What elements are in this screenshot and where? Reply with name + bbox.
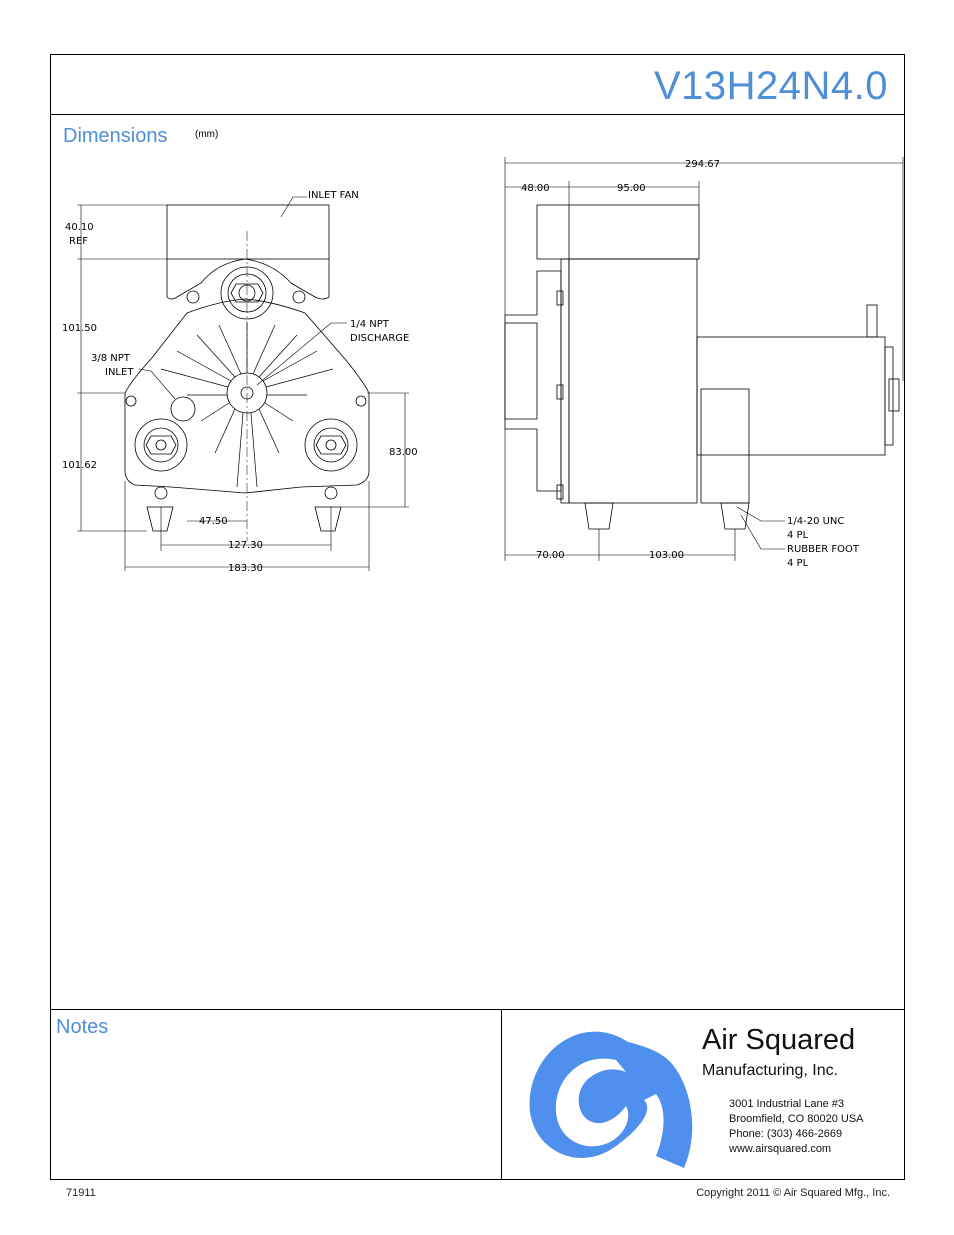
label-npt-discharge-1: 1/4 NPT <box>350 319 389 330</box>
side-bolt-1 <box>557 291 563 305</box>
label-dim-127-30: 127.30 <box>228 540 263 551</box>
lower-right-port-outer <box>305 419 357 471</box>
company-subtitle: Manufacturing, Inc. <box>702 1062 839 1079</box>
label-ref: REF <box>69 236 89 247</box>
company-website: www.airsquared.com <box>729 1143 832 1155</box>
label-unc-1: 1/4-20 UNC <box>787 516 845 527</box>
side-dimensions <box>505 157 903 561</box>
side-motor-mount <box>701 389 749 503</box>
mount-hole-mid-left <box>126 396 136 406</box>
mount-hole-bottom-left <box>155 487 167 499</box>
doc-number: 71911 <box>66 1187 96 1199</box>
label-dim-70-00: 70.00 <box>536 550 565 561</box>
side-cable-gland <box>867 305 877 337</box>
side-flange <box>561 259 569 503</box>
side-main-body <box>569 259 697 503</box>
label-npt-inlet-2: INLET <box>105 367 134 378</box>
dimensions-unit: (mm) <box>195 129 219 140</box>
dimensions-heading: Dimensions <box>63 125 168 147</box>
company-name: Air Squared <box>702 1024 856 1056</box>
mount-hole-mid-right <box>356 396 366 406</box>
lower-left-port-outer <box>135 419 187 471</box>
side-port-block <box>505 323 537 419</box>
company-logo-icon <box>516 1016 716 1176</box>
mount-hole-bottom-right <box>325 487 337 499</box>
side-bolt-2 <box>557 385 563 399</box>
label-inlet-fan: INLET FAN <box>308 190 359 201</box>
lower-right-port-mid <box>314 428 348 462</box>
copyright: Copyright 2011 © Air Squared Mfg., Inc. <box>696 1187 890 1199</box>
label-dim-101-62: 101.62 <box>62 460 97 471</box>
label-dim-294-67: 294.67 <box>685 159 720 170</box>
document-title: V13H24N4.0 <box>653 64 888 108</box>
rubber-foot-left <box>147 507 173 531</box>
side-foot-right <box>721 503 749 529</box>
company-phone: Phone: (303) 466-2669 <box>729 1128 843 1140</box>
mount-hole-top-right <box>293 291 305 303</box>
side-view <box>505 157 903 569</box>
label-dim-103-00: 103.00 <box>649 550 684 561</box>
company-box <box>502 1010 904 1179</box>
label-dim-95-00: 95.00 <box>617 183 646 194</box>
label-npt-inlet-1: 3/8 NPT <box>91 353 130 364</box>
front-view <box>62 190 418 574</box>
drawing-sheet <box>50 54 905 1180</box>
label-dim-101-50: 101.50 <box>62 323 97 334</box>
technical-drawing <box>1 1 954 701</box>
label-npt-discharge-2: DISCHARGE <box>350 333 410 344</box>
bottom-row <box>51 1009 904 1179</box>
lower-left-bore <box>156 440 166 450</box>
label-foot-1: RUBBER FOOT <box>787 544 860 555</box>
front-left-dimensions <box>77 197 409 571</box>
side-fan-box <box>537 205 699 259</box>
lower-left-port-mid <box>144 428 178 462</box>
lower-right-fitting <box>316 436 346 454</box>
side-motor <box>697 337 885 455</box>
rubber-foot-right <box>315 507 341 531</box>
company-address-line1: 3001 Industrial Lane #3 <box>729 1098 844 1110</box>
inlet-port <box>171 397 195 421</box>
lower-left-fitting <box>146 436 176 454</box>
label-dim-40-10: 40.10 <box>65 222 94 233</box>
notes-heading: Notes <box>56 1016 109 1038</box>
side-foot-left <box>585 503 613 529</box>
label-dim-48-00: 48.00 <box>521 183 550 194</box>
side-connector <box>889 379 899 411</box>
inlet-fan-box <box>167 205 329 259</box>
company-address-line2: Broomfield, CO 80020 USA <box>729 1113 864 1125</box>
label-dim-47-50: 47.50 <box>199 516 228 527</box>
notes-box <box>51 1010 502 1179</box>
label-dim-183-30: 183.30 <box>228 563 263 574</box>
label-foot-2: 4 PL <box>787 558 809 569</box>
upper-housing <box>167 259 329 299</box>
lower-right-bore <box>326 440 336 450</box>
label-dim-83-00: 83.00 <box>389 447 418 458</box>
side-scroll-housing <box>505 271 561 491</box>
side-bolt-3 <box>557 485 563 499</box>
label-unc-2: 4 PL <box>787 530 809 541</box>
mount-hole-top-left <box>187 291 199 303</box>
